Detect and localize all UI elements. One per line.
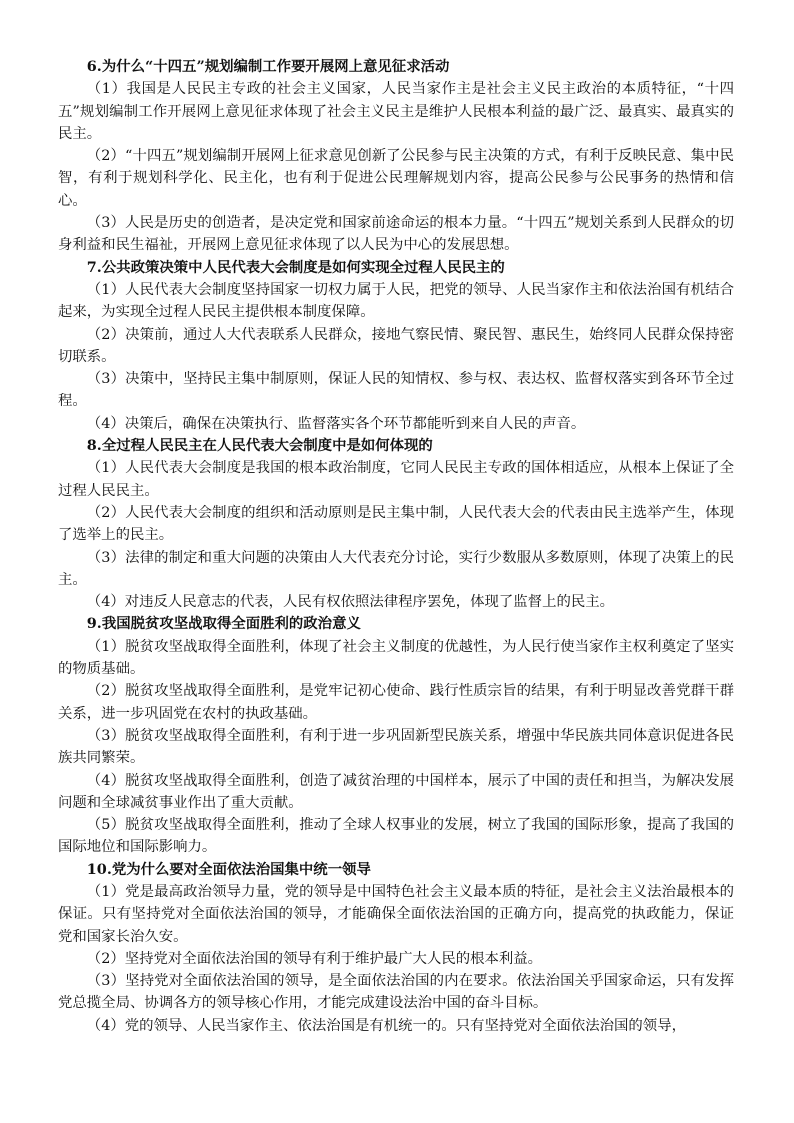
- paragraph: （3）人民是历史的创造者，是决定党和国家前途命运的根本力量。“十四五”规划关系到人民群众的切身利益和民生福祉，开展网上意见征求体现了以人民为中心的发展思想。: [58, 215, 734, 254]
- paragraph: （2）脱贫攻坚战取得全面胜利，是党牢记初心使命、践行性质宗旨的结果，有利于明显改善党群干群关系，进一步巩固党在农村的执政基础。: [58, 683, 734, 722]
- paragraph: （4）决策后，确保在决策执行、监督落实各个环节都能听到来自人民的声音。: [86, 415, 586, 432]
- paragraph: （2）坚持党对全面依法治国的领导有利于维护最广大人民的根本利益。: [86, 950, 543, 967]
- paragraph: （3）脱贫攻坚战取得全面胜利，有利于进一步巩固新型民族关系，增强中华民族共同体意识促进各民族共同繁荣。: [58, 727, 734, 767]
- section-10: [58, 859, 734, 1037]
- paragraph: （4）党的领导、人民当家作主、依法治国是有机统一的。只有坚持党对全面依法治国的领导，: [86, 1017, 686, 1034]
- paragraph: （5）脱贫攻坚战取得全面胜利，推动了全球人权事业的发展，树立了我国的国际形象，提高了我国的国际地位和国际影响力。: [58, 817, 734, 856]
- paragraph: （1）脱贫攻坚战取得全面胜利，体现了社会主义制度的优越性，为人民行使当家作主权利奠定了坚实的物质基础。: [58, 638, 734, 678]
- section-9: [58, 613, 734, 858]
- paragraph: （4）对违反人民意志的代表，人民有权依照法律程序罢免，体现了监督上的民主。: [86, 594, 615, 611]
- section-7: [58, 257, 734, 435]
- section-heading: 6.为什么“十四五”规划编制工作要开展网上意见征求活动: [86, 58, 450, 75]
- paragraph: （2）“十四五”规划编制开展网上征求意见创新了公民参与民主决策的方式，有利于反映民意、集中民智，有利于规划科学化、民主化，也有利于促进公民理解规划内容，提高公民参与公民事务的热情和信心。: [58, 148, 734, 209]
- section-8: [58, 435, 734, 613]
- section-heading: 8.全过程人民民主在人民代表大会制度中是如何体现的: [86, 437, 433, 455]
- section-heading: 10.党为什么要对全面依法治国集中统一领导: [86, 860, 371, 878]
- section-heading: 9.我国脱贫攻坚战取得全面胜利的政治意义: [86, 615, 361, 633]
- paragraph: （1）党是最高政治领导力量，党的领导是中国特色社会主义最本质的特征，是社会主义法治最根本的保证。只有坚持党对全面依法治国的领导，才能确保全面依法治国的正确方向，提高党的执政能力，保证党和国家长治久安。: [58, 883, 734, 945]
- paragraph: （1）人民代表大会制度是我国的根本政治制度，它同人民民主专政的国体相适应，从根本上保证了全过程人民民主。: [58, 460, 734, 499]
- paragraph: （2）决策前，通过人大代表联系人民群众，接地气察民情、聚民智、惠民生，始终同人民群众保持密切联系。: [58, 326, 734, 365]
- paragraph: （3）法律的制定和重大问题的决策由人大代表充分讨论，实行少数服从多数原则，体现了决策上的民主。: [58, 549, 734, 588]
- paragraph: （2）人民代表大会制度的组织和活动原则是民主集中制，人民代表大会的代表由民主选举产生，体现了选举上的民主。: [58, 504, 734, 544]
- paragraph: （4）脱贫攻坚战取得全面胜利，创造了减贫治理的中国样本，展示了中国的责任和担当，为解决发展问题和全球减贫事业作出了重大贡献。: [58, 772, 734, 811]
- document-page: [58, 56, 734, 1037]
- section-6: [58, 56, 734, 257]
- section-heading: 7.公共政策决策中人民代表大会制度是如何实现全过程人民民主的: [86, 258, 505, 276]
- paragraph: （1）我国是人民民主专政的社会主义国家，人民当家作主是社会主义民主政治的本质特征，“十四五”规划编制工作开展网上意见征求体现了社会主义民主是维护人民根本利益的最广泛、最真实、最真实的民主。: [58, 81, 734, 142]
- paragraph: （1）人民代表大会制度坚持国家一切权力属于人民，把党的领导、人民当家作主和依法治国有机结合起来，为实现全过程人民民主提供根本制度保障。: [58, 281, 734, 321]
- paragraph: （3）坚持党对全面依法治国的领导，是全面依法治国的内在要求。依法治国关乎国家命运，只有发挥党总揽全局、协调各方的领导核心作用，才能完成建设法治中国的奋斗目标。: [58, 973, 734, 1012]
- paragraph: （3）决策中，坚持民主集中制原则，保证人民的知情权、参与权、表达权、监督权落实到各环节全过程。: [58, 371, 734, 410]
